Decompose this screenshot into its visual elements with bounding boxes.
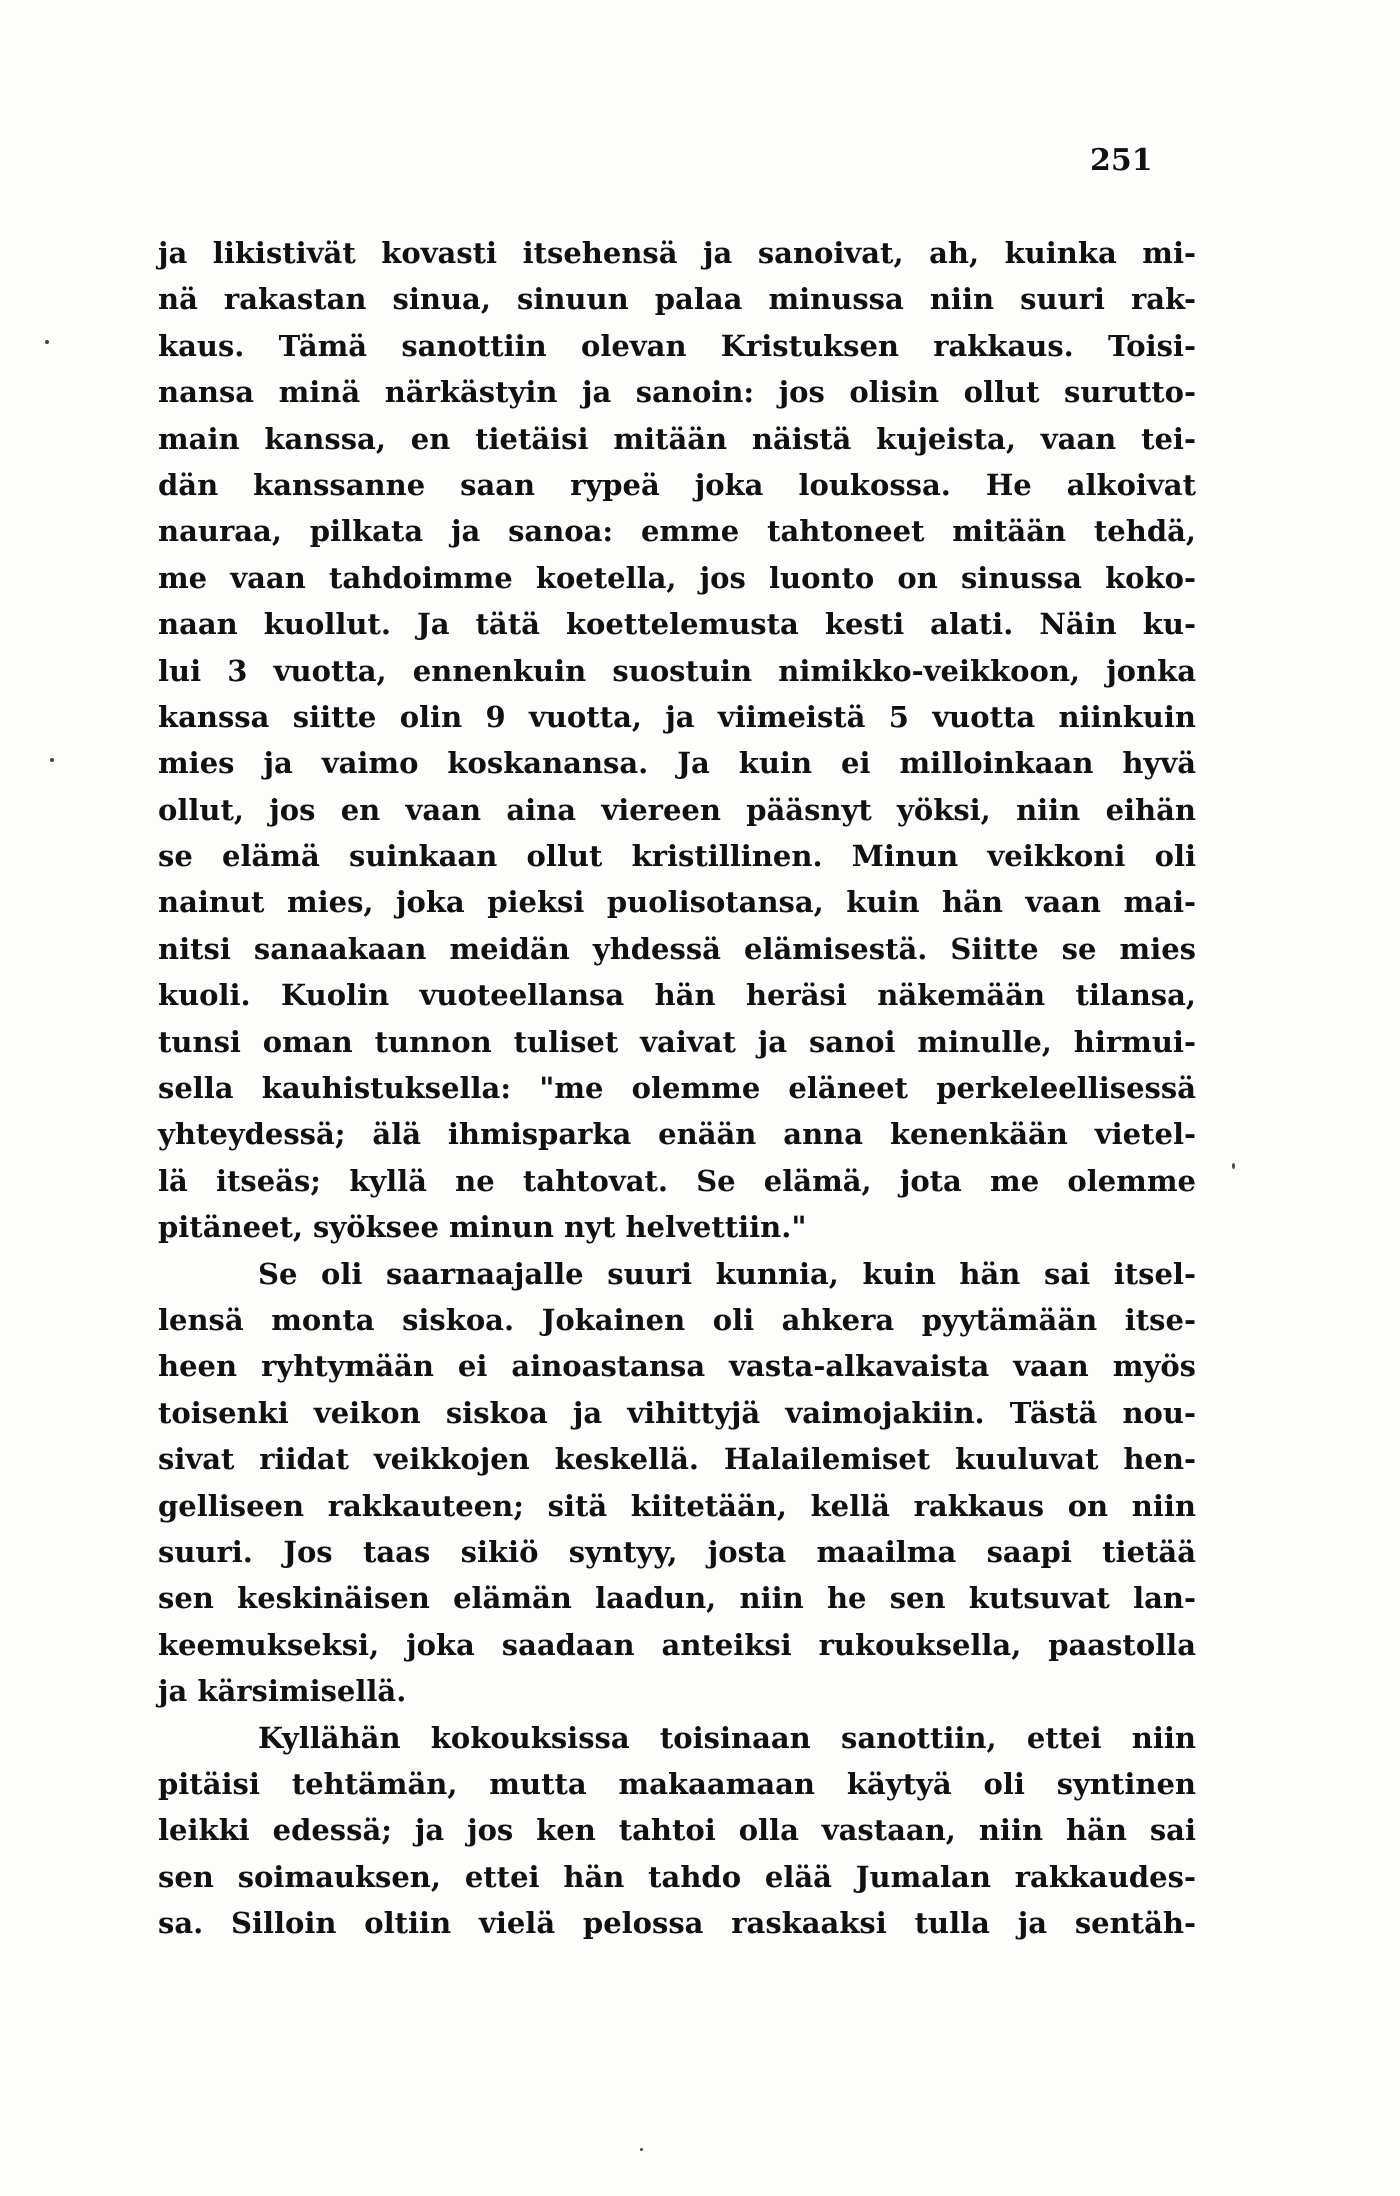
text-line: kuoli. Kuolin vuoteellansa hän heräsi näkemään tilansa, xyxy=(158,978,1196,1013)
text-line: se elämä suinkaan ollut kristillinen. Minun veikkoni oli xyxy=(158,839,1196,874)
scan-speck xyxy=(45,340,49,344)
paragraph-start-line: Kyllähän kokouksissa toisinaan sanottiin, ettei niin xyxy=(258,1720,1196,1755)
text-line: main kanssa, en tietäisi mitään näistä kujeista, vaan tei- xyxy=(158,421,1196,456)
text-line: naan kuollut. Ja tätä koettelemusta kesti alati. Näin ku- xyxy=(158,607,1196,642)
scan-speck xyxy=(640,2148,643,2151)
text-line: kanssa siitte olin 9 vuotta, ja viimeistä 5 vuotta niinkuin xyxy=(158,699,1196,734)
text-line: ollut, jos en vaan aina viereen pääsnyt yöksi, niin eihän xyxy=(158,792,1196,827)
text-line: leikki edessä; ja jos ken tahtoi olla vastaan, niin hän sai xyxy=(158,1813,1196,1848)
text-line: kaus. Tämä sanottiin olevan Kristuksen rakkaus. Toisi- xyxy=(158,328,1196,363)
text-line: heen ryhtymään ei ainoastansa vasta-alkavaista vaan myös xyxy=(158,1349,1196,1384)
text-line: lensä monta siskoa. Jokainen oli ahkera pyytämään itse- xyxy=(158,1302,1196,1337)
text-line: keemukseksi, joka saadaan anteiksi rukouksella, paastolla xyxy=(158,1627,1196,1662)
text-line: pitäisi tehtämän, mutta makaamaan käytyä oli syntinen xyxy=(158,1766,1196,1801)
text-line: ja likistivät kovasti itsehensä ja sanoivat, ah, kuinka mi- xyxy=(158,236,1196,270)
scan-speck xyxy=(1232,1163,1235,1169)
paragraph-end-line: ja kärsimisellä. xyxy=(158,1674,407,1709)
scan-speck xyxy=(50,758,54,762)
text-line: nitsi sanaakaan meidän yhdessä elämisestä. Siitte se mies xyxy=(158,931,1196,966)
text-line: dän kanssanne saan rypeä joka loukossa. He alkoivat xyxy=(158,467,1196,502)
text-line: yhteydessä; älä ihmisparka enään anna kenenkään vietel- xyxy=(158,1117,1196,1152)
text-line: toisenki veikon siskoa ja vihittyjä vaimojakiin. Tästä nou- xyxy=(158,1395,1196,1430)
text-line: mies ja vaimo koskanansa. Ja kuin ei milloinkaan hyvä xyxy=(158,746,1196,781)
text-line: suuri. Jos taas sikiö syntyy, josta maailma saapi tietää xyxy=(158,1534,1196,1569)
paragraph-start-line: Se oli saarnaajalle suuri kunnia, kuin hän sai itsel- xyxy=(258,1256,1196,1291)
paragraph-end-line: pitäneet, syöksee minun nyt helvettiin." xyxy=(158,1210,807,1245)
text-line: sella kauhistuksella: "me olemme eläneet perkeleellisessä xyxy=(158,1071,1196,1106)
text-line: gelliseen rakkauteen; sitä kiitetään, kellä rakkaus on niin xyxy=(158,1488,1196,1523)
text-line: sa. Silloin oltiin vielä pelossa raskaaksi tulla ja sentäh- xyxy=(158,1906,1196,1941)
text-line: nä rakastan sinua, sinuun palaa minussa niin suuri rak- xyxy=(158,282,1196,317)
text-line: sen keskinäisen elämän laadun, niin he sen kutsuvat lan- xyxy=(158,1581,1196,1616)
page-number: 251 xyxy=(1090,143,1153,178)
text-line: lä itseäs; kyllä ne tahtovat. Se elämä, jota me olemme xyxy=(158,1163,1196,1198)
text-line: tunsi oman tunnon tuliset vaivat ja sanoi minulle, hirmui- xyxy=(158,1024,1196,1059)
text-line: nauraa, pilkata ja sanoa: emme tahtoneet mitään tehdä, xyxy=(158,514,1196,549)
text-line: me vaan tahdoimme koetella, jos luonto on sinussa koko- xyxy=(158,560,1196,595)
text-line: sen soimauksen, ettei hän tahdo elää Jumalan rakkaudes- xyxy=(158,1859,1196,1894)
text-line: nainut mies, joka pieksi puolisotansa, kuin hän vaan mai- xyxy=(158,885,1196,920)
text-line: sivat riidat veikkojen keskellä. Halailemiset kuuluvat hen- xyxy=(158,1442,1196,1477)
text-line: nansa minä närkästyin ja sanoin: jos olisin ollut surutto- xyxy=(158,375,1196,410)
text-line: lui 3 vuotta, ennenkuin suostuin nimikko-veikkoon, jonka xyxy=(158,653,1196,688)
body-text xyxy=(158,230,1196,1946)
